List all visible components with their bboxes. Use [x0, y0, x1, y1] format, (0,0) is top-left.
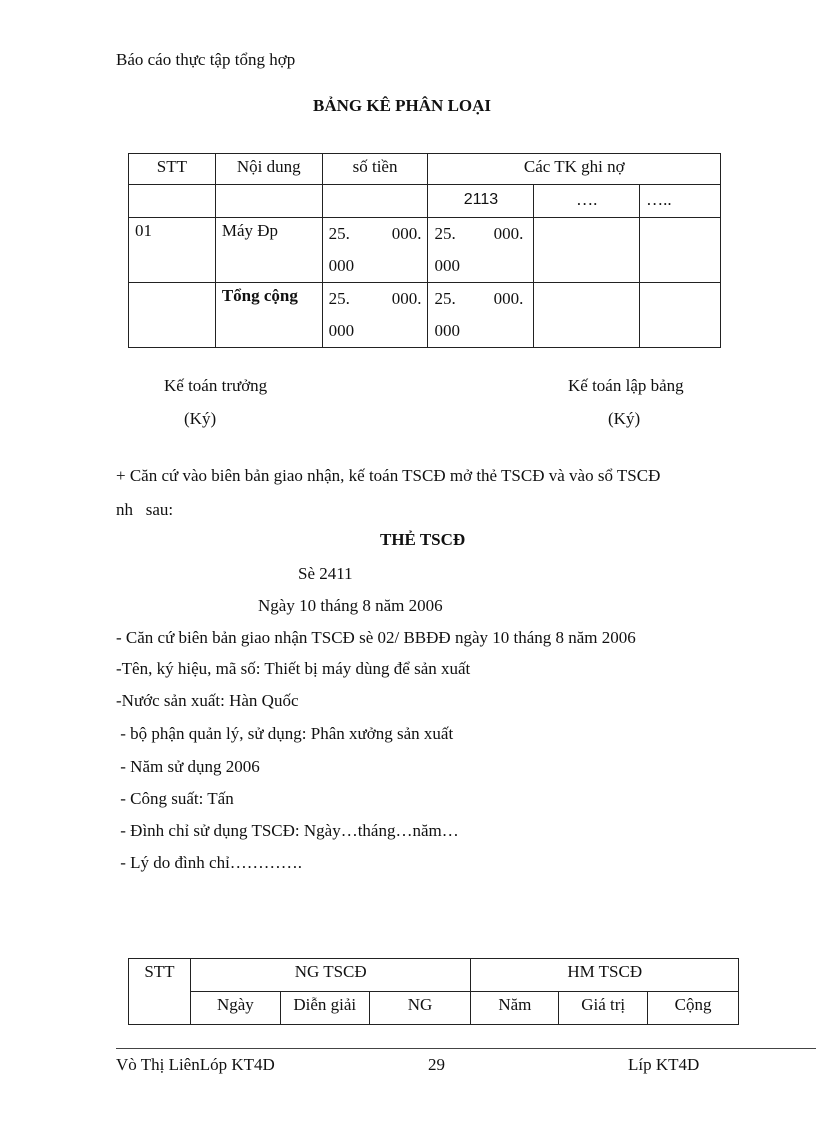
- page-header: Báo cáo thực tập tổng hợp: [116, 50, 296, 69]
- amount-part: 000.: [493, 224, 524, 243]
- signature-left-title: Kế toán trưởng: [164, 376, 268, 395]
- footer-left: Vò Thị LiênLóp KT4D: [116, 1055, 275, 1074]
- header-amount: số tiền: [322, 154, 428, 185]
- amount-part: 25.: [434, 224, 456, 243]
- footer-divider: [116, 1048, 816, 1049]
- header-ng-tscd: NG TSCĐ: [190, 959, 470, 992]
- signature-right-sign: (Ký): [608, 409, 641, 428]
- row-empty: [534, 218, 640, 283]
- asset-card-table: [128, 958, 739, 1025]
- amount-part: 000.: [493, 289, 524, 308]
- subheader-empty: [215, 185, 322, 218]
- row-total-label: Tổng cộng: [215, 283, 322, 348]
- paragraph-line: + Căn cứ vào biên bản giao nhận, kế toán TSCĐ mở thẻ TSCĐ và vào sổ TSCĐ: [116, 466, 661, 485]
- header-hm-tscd: HM TSCĐ: [471, 959, 739, 992]
- subheader-year: Năm: [471, 992, 559, 1025]
- subheader-empty: [322, 185, 428, 218]
- row-empty: [534, 283, 640, 348]
- amount-part: 000: [328, 321, 355, 340]
- classification-table: [128, 153, 721, 348]
- amount-part: 000: [434, 321, 460, 340]
- card-title: THẺ TSCĐ: [380, 530, 466, 549]
- card-line: - Công suất: Tấn: [116, 789, 234, 808]
- amount-part: 000: [434, 256, 460, 275]
- subheader-empty: [129, 185, 216, 218]
- card-line: - Đình chỉ sử dụng TSCĐ: Ngày…tháng…năm…: [116, 821, 459, 840]
- amount-part: 000.: [391, 289, 422, 308]
- amount-part: 000.: [391, 224, 422, 243]
- card-date: Ngày 10 tháng 8 năm 2006: [258, 596, 443, 615]
- card-number: Sè 2411: [298, 564, 353, 583]
- subheader-account-placeholder: ….: [534, 185, 640, 218]
- paragraph-line: nh sau:: [116, 500, 174, 519]
- subheader-account-placeholder: …..: [640, 185, 721, 218]
- row-debit-2113: [428, 218, 534, 283]
- card-line: - Năm sử dụng 2006: [116, 757, 260, 776]
- amount-part: 25.: [328, 224, 350, 243]
- subheader-ng: NG: [369, 992, 471, 1025]
- table1-title: BẢNG KÊ PHÂN LOẠI: [313, 96, 492, 115]
- footer-page-number: 29: [428, 1055, 445, 1074]
- row-empty: [640, 218, 721, 283]
- card-line: - Lý do đình chỉ………….: [116, 853, 303, 872]
- card-line: -Tên, ký hiệu, mã số: Thiết bị máy dùng để sản xuất: [116, 659, 471, 678]
- header-content: Nội dung: [215, 154, 322, 185]
- header-stt: STT: [129, 154, 216, 185]
- amount-part: 25.: [434, 289, 456, 308]
- header-debit-accounts: Các TK ghi nợ: [428, 154, 721, 185]
- row-amount: [322, 283, 428, 348]
- card-line: -Nước sản xuất: Hàn Quốc: [116, 691, 299, 710]
- subheader-description: Diễn giải: [280, 992, 369, 1025]
- row-stt: [129, 283, 216, 348]
- signature-left-sign: (Ký): [184, 409, 217, 428]
- row-stt: 01: [129, 218, 216, 283]
- header-stt: STT: [129, 959, 191, 1025]
- row-empty: [640, 283, 721, 348]
- subheader-value: Giá trị: [559, 992, 648, 1025]
- row-content: Máy Đp: [215, 218, 322, 283]
- subheader-account-2113: 2113: [428, 185, 534, 218]
- subheader-total: Cộng: [648, 992, 739, 1025]
- amount-part: 000: [328, 256, 355, 275]
- signature-right-title: Kế toán lập bảng: [568, 376, 684, 395]
- amount-part: 25.: [328, 289, 350, 308]
- card-line: - Căn cứ biên bản giao nhận TSCĐ sè 02/ BBĐĐ ngày 10 tháng 8 năm 2006: [116, 628, 636, 647]
- row-amount: [322, 218, 428, 283]
- subheader-date: Ngày: [190, 992, 280, 1025]
- card-line: - bộ phận quản lý, sử dụng: Phân xưởng sản xuất: [116, 724, 454, 743]
- footer-right: Líp KT4D: [628, 1055, 700, 1074]
- row-debit-2113: [428, 283, 534, 348]
